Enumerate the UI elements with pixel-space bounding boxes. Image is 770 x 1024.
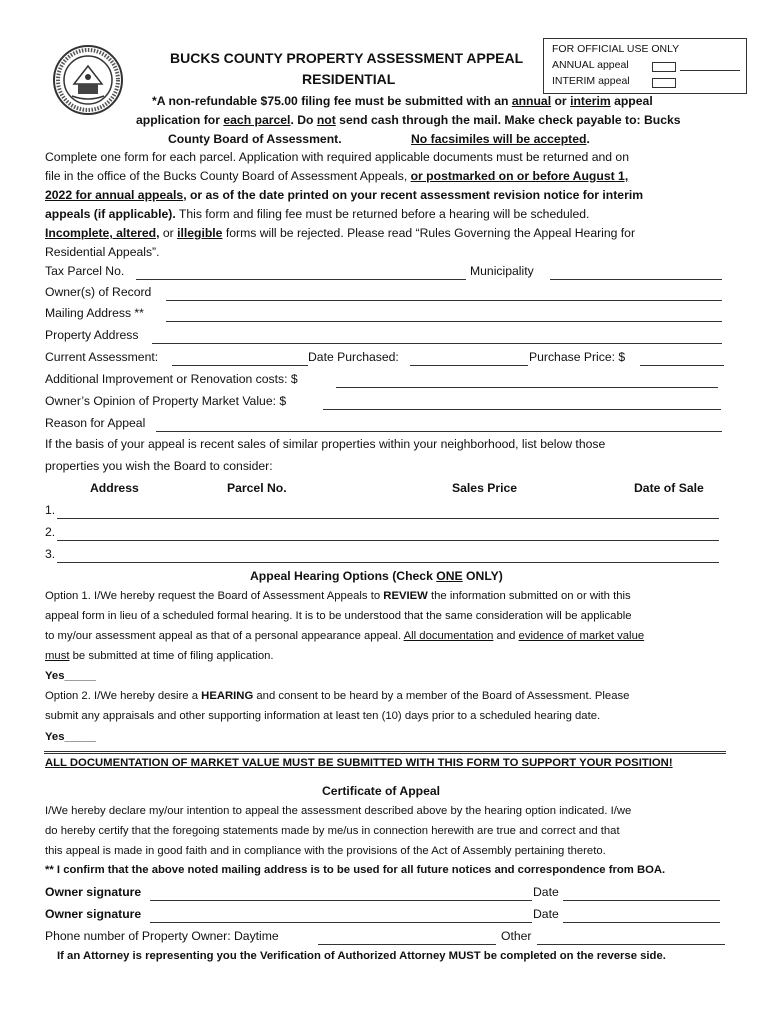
all-documentation-notice: ALL DOCUMENTATION OF MARKET VALUE MUST BE SUBMITTED WITH THIS FORM TO SUPPORT YOUR POSITION! bbox=[45, 757, 673, 769]
owner-signature-label-2: Owner signature bbox=[45, 907, 142, 921]
instructions-line2: file in the office of the Bucks County Board of Assessment Appeals, or postmarked on or before August 1, bbox=[45, 169, 629, 183]
phone-other-label: Other bbox=[501, 929, 532, 943]
divider-top bbox=[44, 751, 726, 752]
date-field-2[interactable] bbox=[563, 922, 720, 923]
form-title-line1: BUCKS COUNTY PROPERTY ASSESSMENT APPEAL bbox=[170, 50, 524, 66]
option1-line4: must be submitted at time of filing application. bbox=[45, 650, 274, 662]
tax-parcel-field[interactable] bbox=[136, 279, 466, 280]
date-field-1[interactable] bbox=[563, 900, 720, 901]
divider-bottom bbox=[44, 753, 726, 754]
col-address: Address bbox=[90, 481, 139, 495]
option2-line2: submit any appraisals and other supporting information at least ten (10) days prior to a scheduled hearing date. bbox=[45, 710, 601, 722]
hearing-options-heading: Appeal Hearing Options (Check ONE ONLY) bbox=[250, 569, 503, 583]
comparable-row-1-number: 1. bbox=[45, 503, 56, 517]
col-parcel: Parcel No. bbox=[227, 481, 287, 495]
interim-appeal-label: INTERIM appeal bbox=[552, 75, 630, 87]
fee-notice-line1: *A non-refundable $75.00 filing fee must be submitted with an annual or interim appeal bbox=[152, 94, 653, 108]
improvements-label: Additional Improvement or Renovation costs: $ bbox=[45, 372, 298, 386]
instructions-line3: 2022 for annual appeals, or as of the date printed on your recent assessment revision notice for interim bbox=[45, 188, 644, 202]
official-use-heading: FOR OFFICIAL USE ONLY bbox=[552, 43, 680, 55]
phone-daytime-label: Phone number of Property Owner: Daytime bbox=[45, 929, 279, 943]
fee-notice-line3: County Board of Assessment. bbox=[168, 132, 342, 146]
municipality-label: Municipality bbox=[470, 264, 534, 278]
municipality-field[interactable] bbox=[550, 279, 722, 280]
certificate-line4: ** I confirm that the above noted mailing address is to be used for all future notices and correspondence from BOA. bbox=[45, 864, 666, 876]
option1-line2: appeal form in lieu of a scheduled formal hearing. It is to be understood that the same consideration will be applicable bbox=[45, 610, 632, 622]
owner-signature-field-2[interactable] bbox=[150, 922, 532, 923]
owner-signature-field-1[interactable] bbox=[150, 900, 532, 901]
comparable-row-1-field[interactable] bbox=[57, 518, 719, 519]
date-purchased-field[interactable] bbox=[410, 365, 528, 366]
comparables-intro-line2: properties you wish the Board to consider: bbox=[45, 459, 273, 473]
comparable-row-2-field[interactable] bbox=[57, 540, 719, 541]
annual-appeal-line[interactable] bbox=[680, 70, 740, 71]
owner-opinion-label: Owner’s Opinion of Property Market Value: $ bbox=[45, 394, 287, 408]
certificate-line1: I/We hereby declare my/our intention to appeal the assessment described above by the hearing option indicated. I/we bbox=[45, 805, 632, 817]
mailing-address-field[interactable] bbox=[166, 321, 722, 322]
option1-yes-field[interactable]: Yes_____ bbox=[45, 670, 96, 682]
option2-yes-field[interactable]: Yes_____ bbox=[45, 731, 96, 743]
current-assessment-label: Current Assessment: bbox=[45, 350, 159, 364]
reason-field[interactable] bbox=[156, 431, 722, 432]
col-date-of-sale: Date of Sale bbox=[634, 481, 704, 495]
option2-line1: Option 2. I/We hereby desire a HEARING and consent to be heard by a member of the Board of Assessment. Please bbox=[45, 690, 630, 702]
attorney-notice: If an Attorney is representing you the Verification of Authorized Attorney MUST be completed on the reverse side. bbox=[57, 950, 666, 962]
phone-daytime-field[interactable] bbox=[318, 944, 496, 945]
interim-appeal-checkbox[interactable] bbox=[652, 78, 676, 88]
property-address-label: Property Address bbox=[45, 328, 139, 342]
option1-line1: Option 1. I/We hereby request the Board of Assessment Appeals to REVIEW the information submitted on or with this bbox=[45, 590, 631, 602]
owners-label: Owner(s) of Record bbox=[45, 285, 152, 299]
improvements-field[interactable] bbox=[336, 387, 718, 388]
instructions-line4: appeals (if applicable). This form and filing fee must be returned before a hearing will be scheduled. bbox=[45, 207, 590, 221]
annual-appeal-checkbox[interactable] bbox=[652, 62, 676, 72]
certificate-line3: this appeal is made in good faith and in compliance with the provisions of the Act of Assembly pertaining thereto. bbox=[45, 845, 606, 857]
comparable-row-3-field[interactable] bbox=[57, 562, 719, 563]
purchase-price-field[interactable] bbox=[640, 365, 724, 366]
reason-label: Reason for Appeal bbox=[45, 416, 146, 430]
fee-notice-line2: application for each parcel. Do not send cash through the mail. Make check payable to: Bucks bbox=[136, 113, 681, 127]
owner-signature-label-1: Owner signature bbox=[45, 885, 142, 899]
no-facsimiles-notice: No facsimiles will be accepted. bbox=[411, 132, 590, 146]
purchase-price-label: Purchase Price: $ bbox=[529, 350, 626, 364]
certificate-line2: do hereby certify that the foregoing statements made by me/us in connection herewith are true and correct and that bbox=[45, 825, 620, 837]
annual-appeal-label: ANNUAL appeal bbox=[552, 59, 629, 71]
property-address-field[interactable] bbox=[152, 343, 722, 344]
comparable-row-3-number: 3. bbox=[45, 547, 56, 561]
mailing-address-label: Mailing Address ** bbox=[45, 306, 144, 320]
date-purchased-label: Date Purchased: bbox=[308, 350, 399, 364]
comparables-intro-line1: If the basis of your appeal is recent sales of similar properties within your neighborhood, list below those bbox=[45, 437, 606, 451]
option1-line3: to my/our assessment appeal as that of a personal appearance appeal. All documentation and evidence of market value bbox=[45, 630, 645, 642]
instructions-line1: Complete one form for each parcel. Application with required applicable documents must be returned and on bbox=[45, 150, 629, 164]
comparable-row-2-number: 2. bbox=[45, 525, 56, 539]
form-title-line2: RESIDENTIAL bbox=[302, 71, 396, 87]
instructions-line5: Incomplete, altered, or illegible forms will be rejected. Please read “Rules Governing the Appeal Hearing for bbox=[45, 226, 636, 240]
owner-opinion-field[interactable] bbox=[323, 409, 721, 410]
current-assessment-field[interactable] bbox=[172, 365, 308, 366]
owners-field[interactable] bbox=[166, 300, 722, 301]
official-use-box bbox=[543, 38, 747, 94]
county-seal-icon bbox=[52, 44, 124, 116]
date-label-2: Date bbox=[533, 907, 559, 921]
instructions-line6: Residential Appeals”. bbox=[45, 245, 160, 259]
col-sales-price: Sales Price bbox=[452, 481, 518, 495]
date-label-1: Date bbox=[533, 885, 559, 899]
certificate-heading: Certificate of Appeal bbox=[322, 784, 441, 798]
tax-parcel-label: Tax Parcel No. bbox=[45, 264, 125, 278]
phone-other-field[interactable] bbox=[537, 944, 725, 945]
